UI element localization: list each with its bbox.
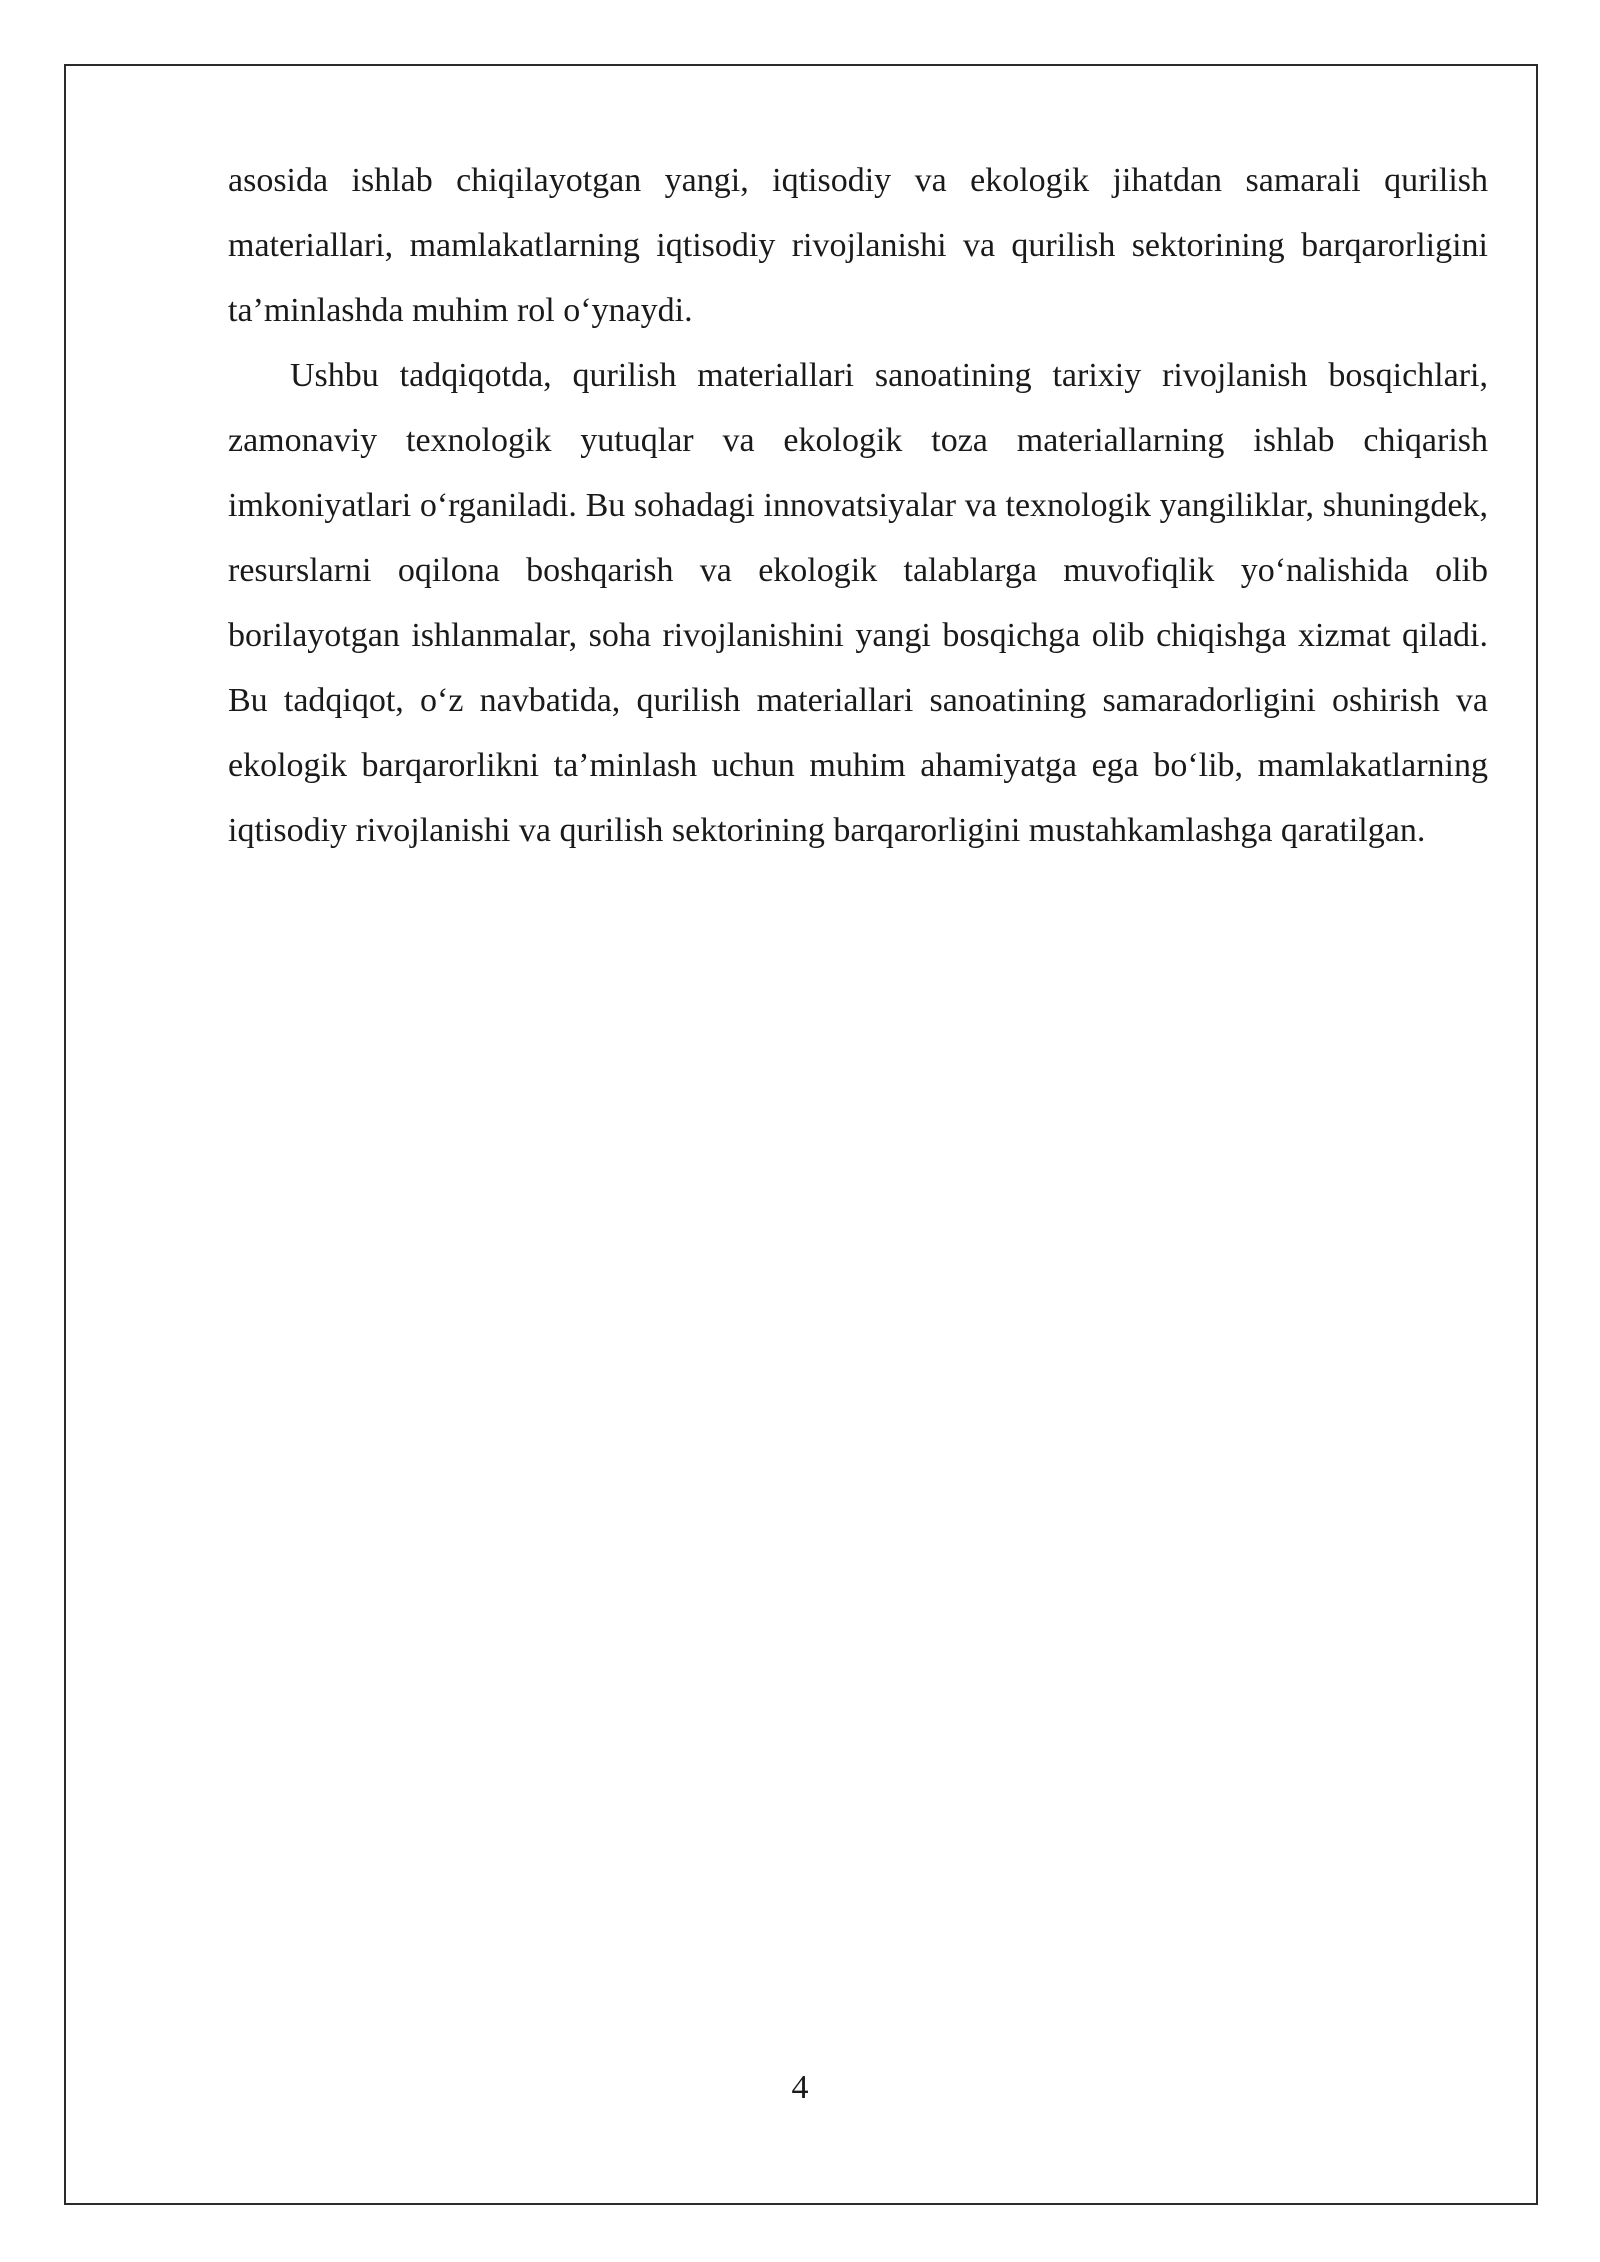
paragraph-research-summary: Ushbu tadqiqotda, qurilish materiallari sanoatining tarixiy rivojlanish bosqichlari, zamonaviy texnologik yutuqlar va ekologik toza materiallarning ishlab chiqarish imkoniyatlari o‘rganiladi. Bu sohadagi innovatsiyalar va texnologik yangiliklar, shuningdek, resurslarni oqilona boshqarish va ekologik talablarga muvofiqlik yo‘nalishida olib borilayotgan ishlanmalar, soha rivojlanishini yangi bosqichga olib chiqishga xizmat qiladi. Bu tadqiqot, o‘z navbatida, qurilish materiallari sanoatining samaradorligini oshirish va ekologik barqarorlikni ta’minlash uchun muhim ahamiyatga ega bo‘lib, mamlakatlarning iqtisodiy rivojlanishi va qurilish sektorining barqarorligini mustahkamlashga qaratilgan. — [228, 357, 1488, 849]
paragraph-continuation: asosida ishlab chiqilayotgan yangi, iqtisodiy va ekologik jihatdan samarali qurilish materiallari, mamlakatlarning iqtisodiy rivojlanishi va qurilish sektorining barqarorligini ta’minlashda muhim rol o‘ynaydi. — [228, 162, 1488, 329]
document-body — [228, 148, 1488, 863]
page-number: 4 — [791, 2069, 809, 2106]
